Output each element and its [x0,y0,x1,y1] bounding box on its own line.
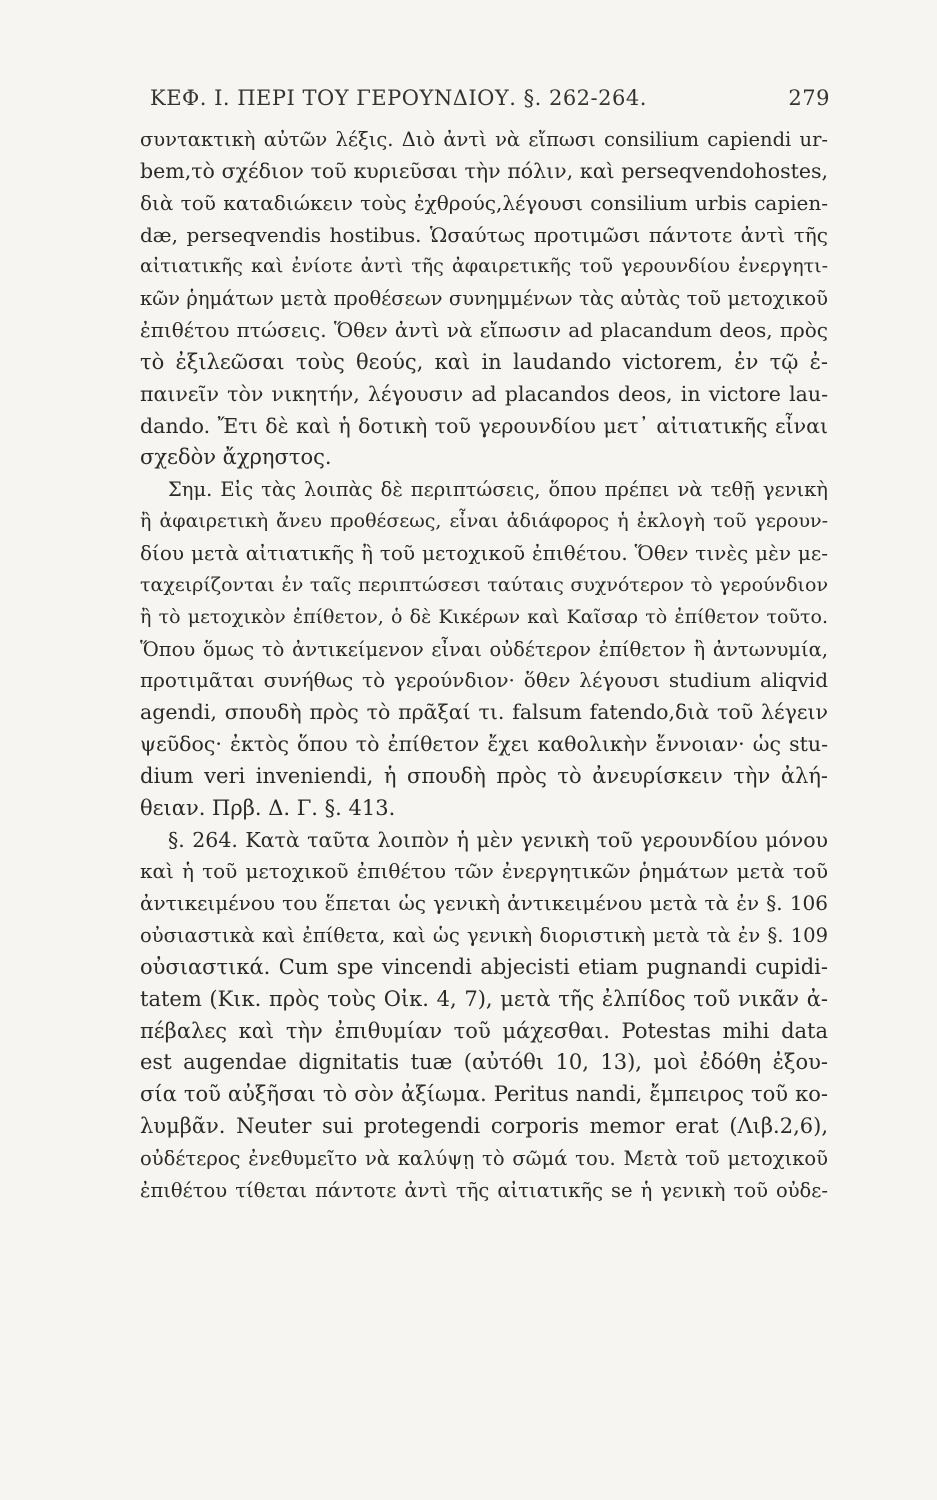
text-line: σία τοῦ αὐξῆσαι τὸ σὸν ἀξίωμα. Peritus nandi, ἔμπειρος τοῦ κο- [140,1082,828,1107]
chapter-heading: ΚΕΦ. Ι. ΠΕΡΙ ΤΟΥ ΓΕΡΟΥΝΔΙΟΥ. §. 262-264. [150,86,647,110]
text-line: ἢ τὸ μετοχικὸν ἐπίθετον, ὁ δὲ Κικέρων καὶ Καῖσαρ τὸ ἐπίθετον τοῦτο. [140,605,828,628]
text-line: τὸ ἐξιλεῶσαι τοὺς θεούς, καὶ in laudando victorem, ἐν τῷ ἐ- [140,349,828,374]
text-line: οὐσιαστικά. Cum spe vincendi abjecisti etiam pugnandi cupidi- [140,954,828,979]
text-line: dium veri inveniendi, ἡ σπουδὴ πρὸς τὸ ἀνευρίσκειν τὴν ἀλή- [140,763,828,788]
text-line: λυμβᾶν. Neuter sui protegendi corporis memor erat (Λιβ.2,6), [140,1114,828,1139]
text-line: καὶ ἡ τοῦ μετοχικοῦ ἐπιθέτου τῶν ἐνεργητικῶν ῥημάτων μετὰ τοῦ [140,859,828,884]
text-line: συντακτικὴ αὐτῶν λέξις. Διὸ ἀντὶ νὰ εἴπωσι consilium capiendi ur- [140,128,828,151]
page-number: 279 [788,86,830,110]
text-line: agendi, σπουδὴ πρὸς τὸ πρᾶξαί τι. falsum fatendo,διὰ τοῦ λέγειν [140,700,828,725]
note-line: Σημ. Εἰς τὰς λοιπὰς δὲ περιπτώσεις, ὅπου πρέπει νὰ τεθῇ γενικὴ [168,478,828,502]
text-line: οὐσιαστικὰ καὶ ἐπίθετα, καὶ ὡς γενικὴ διοριστικὴ μετὰ τὰ ἐν §. 109 [140,924,828,948]
text-line: οὐδέτερος ἐνεθυμεῖτο νὰ καλύψῃ τὸ σῶμά του. Μετὰ τοῦ μετοχικοῦ [140,1147,828,1170]
text-line: σχεδὸν ἄχρηστος. [140,445,332,470]
text-line: bem,τὸ σχέδιον τοῦ κυριεῦσαι τὴν πόλιν, καὶ perseqvendohostes, [140,158,828,183]
text-line: dæ, perseqvendis hostibus. Ὡσαύτως προτιμῶσι πάντοτε ἀντὶ τῆς [140,222,828,247]
text-line: δίου μετὰ αἰτιατικῆς ἢ τοῦ μετοχικοῦ ἐπιθέτου. Ὅθεν τινὲς μὲν με- [140,540,828,565]
section-line: §. 264. Κατὰ ταῦτα λοιπὸν ἡ μὲν γενικὴ τοῦ γερουνδίου μόνου [168,827,828,852]
text-line: κῶν ῥημάτων μετὰ προθέσεων συνημμένων τὰς αὐτὰς τοῦ μετοχικοῦ [140,287,828,311]
running-head [150,86,830,116]
text-line: παινεῖν τὸν νικητήν, λέγουσιν ad placandos deos, in victore lau- [140,381,828,406]
text-line: ἐπιθέτου πτώσεις. Ὅθεν ἀντὶ νὰ εἴπωσιν ad placandum deos, πρὸς [140,318,828,343]
text-line: θειαν. Πρβ. Δ. Γ. §. 413. [140,795,396,820]
text-line: πέβαλες καὶ τὴν ἐπιθυμίαν τοῦ μάχεσθαι. Potestas mihi data [140,1018,828,1043]
text-line: ἐπιθέτου τίθεται πάντοτε ἀντὶ τῆς αἰτιατικῆς se ἡ γενικὴ τοῦ οὐδε- [140,1178,828,1202]
text-line: αἰτιατικῆς καὶ ἐνίοτε ἀντὶ τῆς ἀφαιρετικῆς τοῦ γερουνδίου ἐνεργητι- [140,255,828,278]
text-line: ἢ ἀφαιρετικὴ ἄνευ προθέσεως, εἶναι ἀδιάφορος ἡ ἐκλογὴ τοῦ γερουν- [140,510,828,533]
text-line: διὰ τοῦ καταδιώκειν τοὺς ἐχθρούς,λέγουσι consilium urbis capien- [140,190,828,215]
body-text [140,124,828,1207]
text-line: ἀντικειμένου του ἕπεται ὡς γενικὴ ἀντικειμένου μετὰ τὰ ἐν §. 106 [140,891,828,916]
text-line: Ὅπου ὅμως τὸ ἀντικείμενον εἶναι οὐδέτερον ἐπίθετον ἢ ἀντωνυμία, [140,637,828,661]
text-line: ψεῦδος· ἐκτὸς ὅπου τὸ ἐπίθετον ἔχει καθολικὴν ἔννοιαν· ὡς stu- [140,732,828,757]
text-line: προτιμᾶται συνήθως τὸ γερούνδιον· ὅθεν λέγουσι studium aliqvid [140,668,828,693]
text-line: tatem (Κικ. πρὸς τοὺς Οἰκ. 4, 7), μετὰ τῆς ἐλπίδος τοῦ νικᾶν ἀ- [140,986,828,1011]
text-line: ταχειρίζονται ἐν ταῖς περιπτώσεσι ταύταις συχνότερον τὸ γερούνδιον [140,573,828,596]
text-line: est augendae dignitatis tuæ (αὐτόθι 10, 13), μοὶ ἐδόθη ἐξου- [140,1050,828,1075]
text-line: dando. Ἔτι δὲ καὶ ἡ δοτικὴ τοῦ γερουνδίου μετ᾽ αἰτιατικῆς εἶναι [140,413,828,438]
